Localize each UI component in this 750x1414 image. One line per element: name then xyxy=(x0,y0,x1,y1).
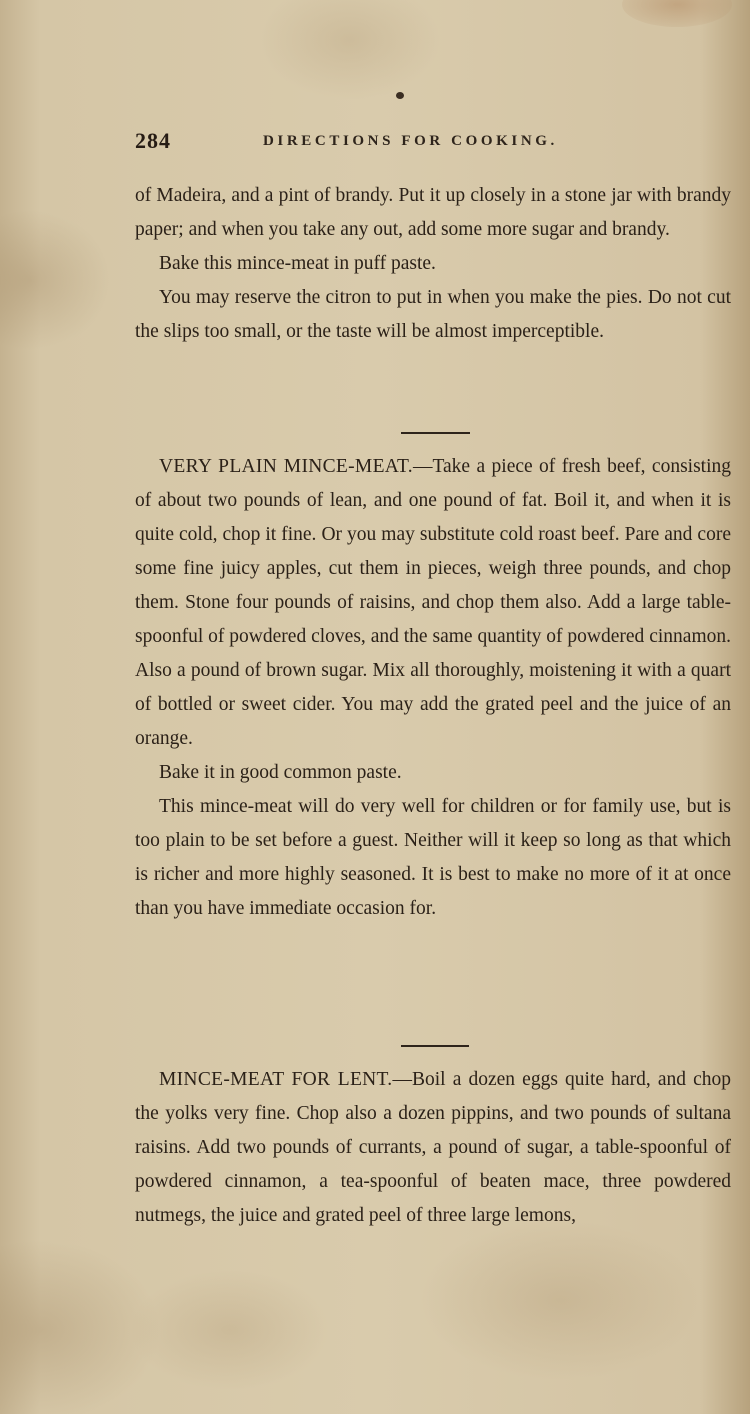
ornament-dot xyxy=(396,92,404,99)
section-divider xyxy=(401,1045,469,1047)
paragraph-text: —Boil a dozen eggs quite hard, and chop the yolks very fine. Chop also a dozen pippins, and two pounds of sultana raisins. Add two pounds of currants, a pound of sugar, a table-spoonful of powdered cinnamon, a tea-spoonful of beaten mace, three powdered nutmegs, the juice and grated peel of three large lemons, xyxy=(135,1069,732,1226)
paragraph: This mince-meat will do very well for children or for family use, but is too plain to be set before a guest. Neither will it keep so long as that which is richer and more highly seasoned. It is best to make no more of it at once than you have immediate occasion for. xyxy=(135,796,731,919)
recipe-heading: VERY PLAIN MINCE-MEAT. xyxy=(159,456,413,477)
paragraph xyxy=(135,450,731,756)
running-title: DIRECTIONS FOR COOKING. xyxy=(263,133,558,149)
recipe-heading: MINCE-MEAT FOR LENT. xyxy=(159,1069,393,1090)
section-divider xyxy=(401,432,470,434)
paragraph-text: —Take a piece of fresh beef, consisting of about two pounds of lean, and one pound of fat. Boil it, and when it is quite cold, chop it fine. Or you may substitute cold roast beef. Pare and core some fine juicy apples, cut them in pieces, weigh three pounds, and chop them. Stone four pounds of raisins, and chop them also. Add a large table-spoonful of powdered cloves, and the same quantity of powdered cinnamon. Also a pound of brown sugar. Mix all thoroughly, moistening it with a quart of bottled or sweet cider. You may add the grated peel and the juice of an orange. xyxy=(135,456,732,749)
corner-stain xyxy=(622,0,732,27)
paragraph: Bake this mince-meat in puff paste. xyxy=(159,253,436,274)
paragraph: You may reserve the citron to put in when you make the pies. Do not cut the slips too small, or the taste will be almost imperceptible. xyxy=(135,287,731,342)
page-number: 284 xyxy=(135,128,171,153)
paragraph xyxy=(135,1063,731,1233)
paragraph: of Madeira, and a pint of brandy. Put it up closely in a stone jar with brandy paper; and when you take any out, add some more sugar and brandy. xyxy=(135,185,731,240)
section-very-plain-mince-meat xyxy=(135,450,731,926)
section-mince-meat-for-lent xyxy=(135,1063,731,1233)
paragraph: Bake it in good common paste. xyxy=(159,762,402,783)
page-header xyxy=(135,128,735,160)
section-continued-recipe xyxy=(135,179,731,349)
